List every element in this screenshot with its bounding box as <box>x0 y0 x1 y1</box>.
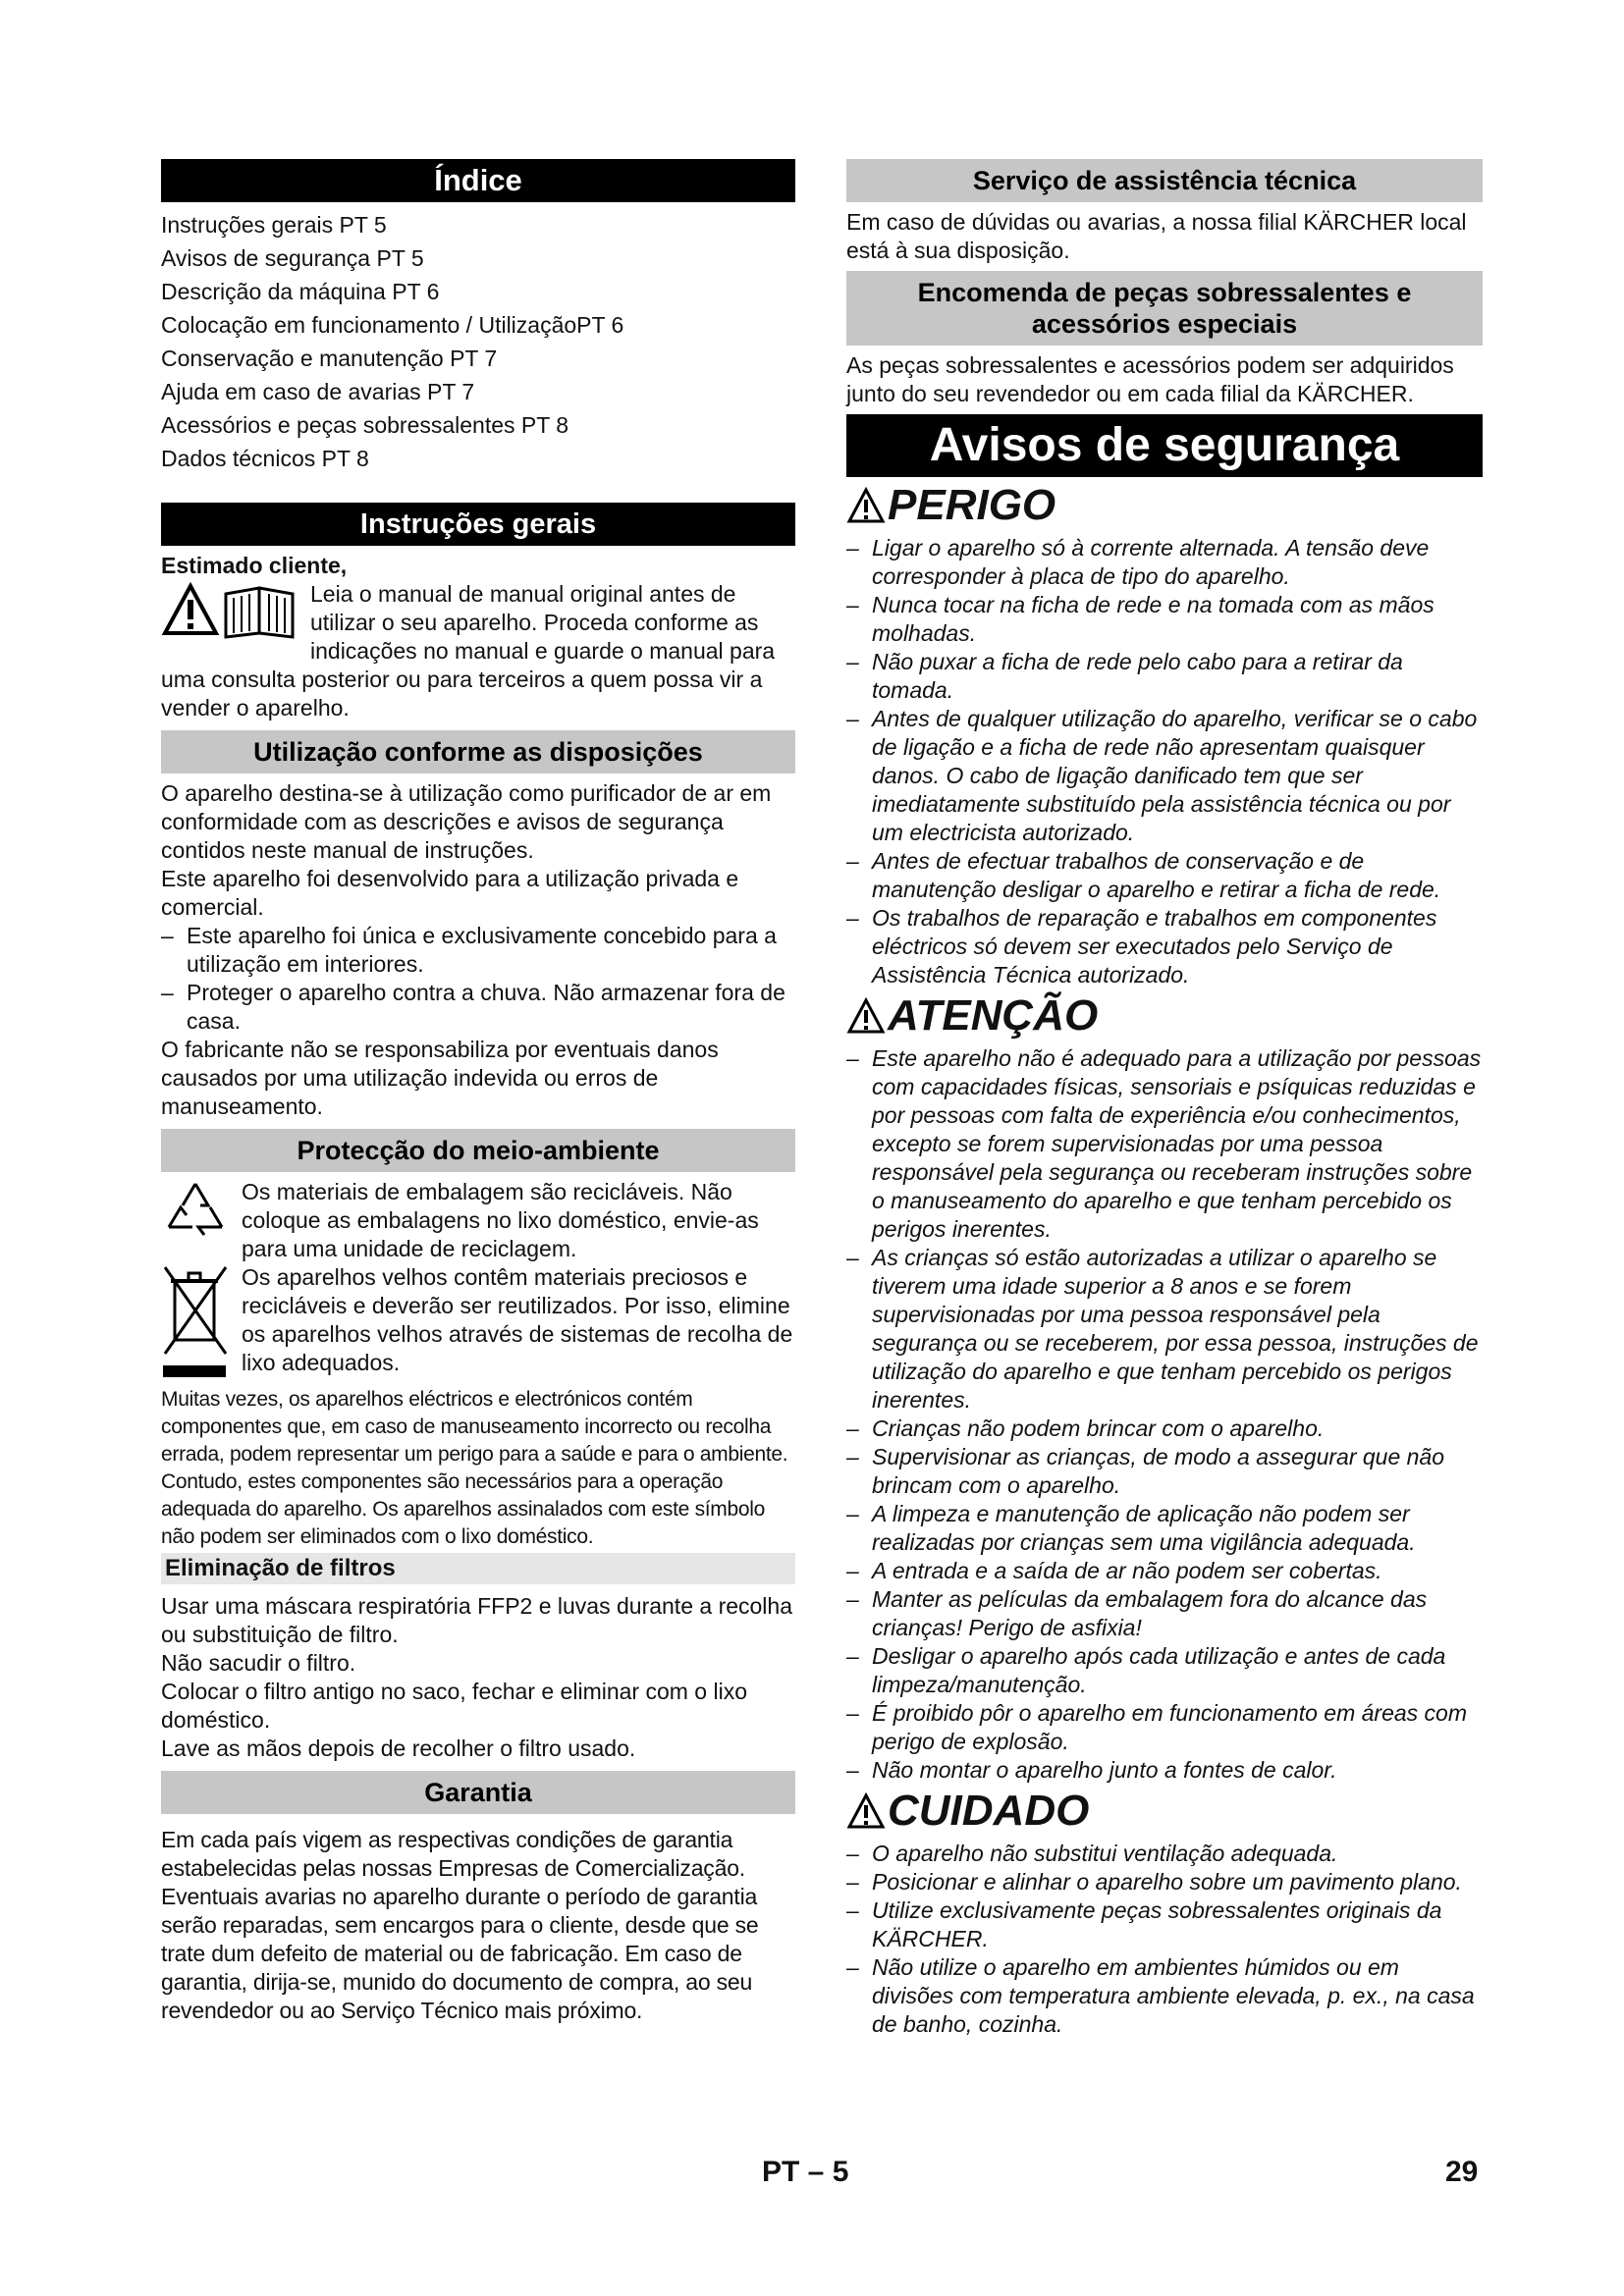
warning-manual-icon <box>161 580 298 644</box>
greeting: Estimado cliente, <box>161 553 348 578</box>
list-item: – Supervisionar as crianças, de modo a assegurar que não brincam com o aparelho. <box>846 1443 1483 1500</box>
weee-text: Os aparelhos velhos contêm materiais preciosos e recicláveis e deverão ser reutilizados. Por isso, elimine os aparelhos velhos através de sistemas de recolha de lixo adequados. <box>242 1264 793 1375</box>
spare-parts-text: As peças sobressalentes e acessórios podem ser adquiridos junto do seu revendedor ou em cada filial da KÄRCHER. <box>846 352 1454 406</box>
list-item: – O aparelho não substitui ventilação adequada. <box>846 1840 1483 1868</box>
intended-use-text: O fabricante não se responsabiliza por eventuais danos causados por uma utilização indevida ou erros de manuseamento. <box>161 1037 719 1119</box>
toc-item: Descrição da máquina PT 6 <box>161 279 440 304</box>
list-item: – Este aparelho não é adequado para a utilização por pessoas com capacidades físicas, sensoriais e psíquicas reduzidas e por pessoas com falta de experiência e/ou conhecimentos, excepto se forem supervisionadas por uma pessoa responsável pela segurança ou receberam instruções sobre o manuseamento do aparelho e que tenham percebido os perigos inerentes. <box>846 1044 1483 1244</box>
list-item: – Antes de qualquer utilização do aparelho, verificar se o cabo de ligação e a ficha de rede não apresentam quaisquer danos. O cabo de ligação danificado tem que ser imediatamente substituído pela assistência técnica ou por um electricista autorizado. <box>846 705 1483 847</box>
warning-triangle-icon <box>846 997 886 1035</box>
left-column <box>161 159 795 2025</box>
spare-parts-heading: Encomenda de peças sobressalentes e acessórios especiais <box>846 271 1483 346</box>
list-item: – Este aparelho foi única e exclusivamente concebido para a utilização em interiores. <box>161 922 795 979</box>
toc-item: Instruções gerais PT 5 <box>161 212 387 238</box>
danger-label: PERIGO <box>888 481 1056 529</box>
list-item: – As crianças só estão autorizadas a utilizar o aparelho se tiverem uma idade superior a 8 anos e se forem supervisionadas por uma pessoa responsável pela segurança ou se receberem, por essa pessoa, instruções de utilização do aparelho e que tenham percebido os perigos inerentes. <box>846 1244 1483 1415</box>
filter-text: Lave as mãos depois de recolher o filtro usado. <box>161 1735 636 1761</box>
list-item: – Não montar o aparelho junto a fontes de calor. <box>846 1756 1483 1785</box>
toc-item: Ajuda em caso de avarias PT 7 <box>161 379 475 404</box>
right-column <box>846 159 1483 2039</box>
warning-triangle-icon <box>846 487 886 524</box>
recycle-block <box>161 1178 795 1263</box>
caution-heading <box>846 1787 1483 1836</box>
general-instructions-heading: Instruções gerais <box>161 503 795 546</box>
service-heading: Serviço de assistência técnica <box>846 159 1483 202</box>
service-text: Em caso de dúvidas ou avarias, a nossa filial KÄRCHER local está à sua disposição. <box>846 209 1467 263</box>
intro-text: Leia o manual de manual original antes de utilizar o seu aparelho. Proceda conforme as indicações no manual e guarde o manual para uma consulta posterior ou para terceiros a quem possa vir a vender o aparelho. <box>161 581 776 721</box>
list-item: – A limpeza e manutenção de aplicação não podem ser realizadas por crianças sem uma vigilância adequada. <box>846 1500 1483 1557</box>
weee-block <box>161 1263 795 1386</box>
attention-heading <box>846 991 1483 1041</box>
page-number: 29 <box>1445 2156 1479 2188</box>
warning-triangle-icon <box>846 1792 886 1830</box>
list-item: – Não utilize o aparelho em ambientes húmidos ou em divisões com temperatura ambiente elevada, p. ex., na casa de banho, cozinha. <box>846 1953 1483 2039</box>
warranty-text: Em cada país vigem as respectivas condições de garantia estabelecidas pelas nossas Empresas de Comercialização. Eventuais avarias no aparelho durante o período de garantia serão reparadas, sem encargos para o cliente, desde que se trate dum defeito de material ou de fabricação. Em caso de garantia, dirija-se, munido do documento de compra, ao seu revendedor ou ao Serviço Técnico mais próximo. <box>161 1827 759 2023</box>
safety-heading: Avisos de segurança <box>846 414 1483 477</box>
intended-use-heading: Utilização conforme as disposições <box>161 730 795 774</box>
attention-label: ATENÇÃO <box>888 991 1099 1040</box>
recycle-icon <box>161 1178 230 1252</box>
crossed-bin-icon <box>161 1263 230 1386</box>
intended-use-text: Este aparelho foi desenvolvido para a utilização privada e comercial. <box>161 866 739 920</box>
list-item: – Os trabalhos de reparação e trabalhos em componentes eléctricos só devem ser executados pelo Serviço de Assistência Técnica autorizado. <box>846 904 1483 989</box>
toc-item: Dados técnicos PT 8 <box>161 446 369 471</box>
list-item: – Não puxar a ficha de rede pelo cabo para a retirar da tomada. <box>846 648 1483 705</box>
list-item: – Crianças não podem brincar com o aparelho. <box>846 1415 1483 1443</box>
list-item: – Proteger o aparelho contra a chuva. Não armazenar fora de casa. <box>161 979 795 1036</box>
list-item: – Posicionar e alinhar o aparelho sobre um pavimento plano. <box>846 1868 1483 1896</box>
list-item: – A entrada e a saída de ar não podem ser cobertas. <box>846 1557 1483 1585</box>
toc-item: Conservação e manutenção PT 7 <box>161 346 498 371</box>
list-item: – É proibido pôr o aparelho em funcionamento em áreas com perigo de explosão. <box>846 1699 1483 1756</box>
list-item: – Utilize exclusivamente peças sobressalentes originais da KÄRCHER. <box>846 1896 1483 1953</box>
list-item: – Ligar o aparelho só à corrente alternada. A tensão deve corresponder à placa de tipo do aparelho. <box>846 534 1483 591</box>
caution-label: CUIDADO <box>888 1787 1090 1835</box>
warranty-heading: Garantia <box>161 1771 795 1814</box>
danger-heading <box>846 481 1483 530</box>
list-item: – Desligar o aparelho após cada utilização e antes de cada limpeza/manutenção. <box>846 1642 1483 1699</box>
list-item: – Manter as películas da embalagem fora do alcance das crianças! Perigo de asfixia! <box>846 1585 1483 1642</box>
filter-text: Colocar o filtro antigo no saco, fechar e eliminar com o lixo doméstico. <box>161 1679 748 1733</box>
intended-use-text: O aparelho destina-se à utilização como purificador de ar em conformidade com as descrições e avisos de segurança contidos neste manual de instruções. <box>161 780 772 863</box>
list-item: – Nunca tocar na ficha de rede e na tomada com as mãos molhadas. <box>846 591 1483 648</box>
filter-text: Usar uma máscara respiratória FFP2 e luvas durante a recolha ou substituição de filtro. <box>161 1593 793 1647</box>
page-label: PT – 5 <box>762 2156 849 2188</box>
intro-block <box>161 580 795 722</box>
filter-disposal-heading: Eliminação de filtros <box>161 1553 795 1584</box>
index-heading: Índice <box>161 159 795 202</box>
filter-text: Não sacudir o filtro. <box>161 1650 356 1676</box>
list-item: – Antes de efectuar trabalhos de conservação e de manutenção desligar o aparelho e retirar a ficha de rede. <box>846 847 1483 904</box>
toc-item: Colocação em funcionamento / UtilizaçãoPT 6 <box>161 312 624 338</box>
recycle-text: Os materiais de embalagem são recicláveis. Não coloque as embalagens no lixo doméstico, envie-as para uma unidade de reciclagem. <box>242 1179 759 1261</box>
electronics-text: Muitas vezes, os aparelhos eléctricos e electrónicos contém componentes que, em caso de manuseamento incorrecto ou recolha errada, podem representar um perigo para a saúde e para o ambiente. Contudo, estes componentes são necessários para a operação adequada do aparelho. Os aparelhos assinalados com este símbolo não podem ser eliminados com o lixo doméstico. <box>161 1388 788 1548</box>
environment-heading: Protecção do meio-ambiente <box>161 1129 795 1172</box>
table-of-contents <box>161 208 795 475</box>
toc-item: Avisos de segurança PT 5 <box>161 245 424 271</box>
toc-item: Acessórios e peças sobressalentes PT 8 <box>161 412 569 438</box>
